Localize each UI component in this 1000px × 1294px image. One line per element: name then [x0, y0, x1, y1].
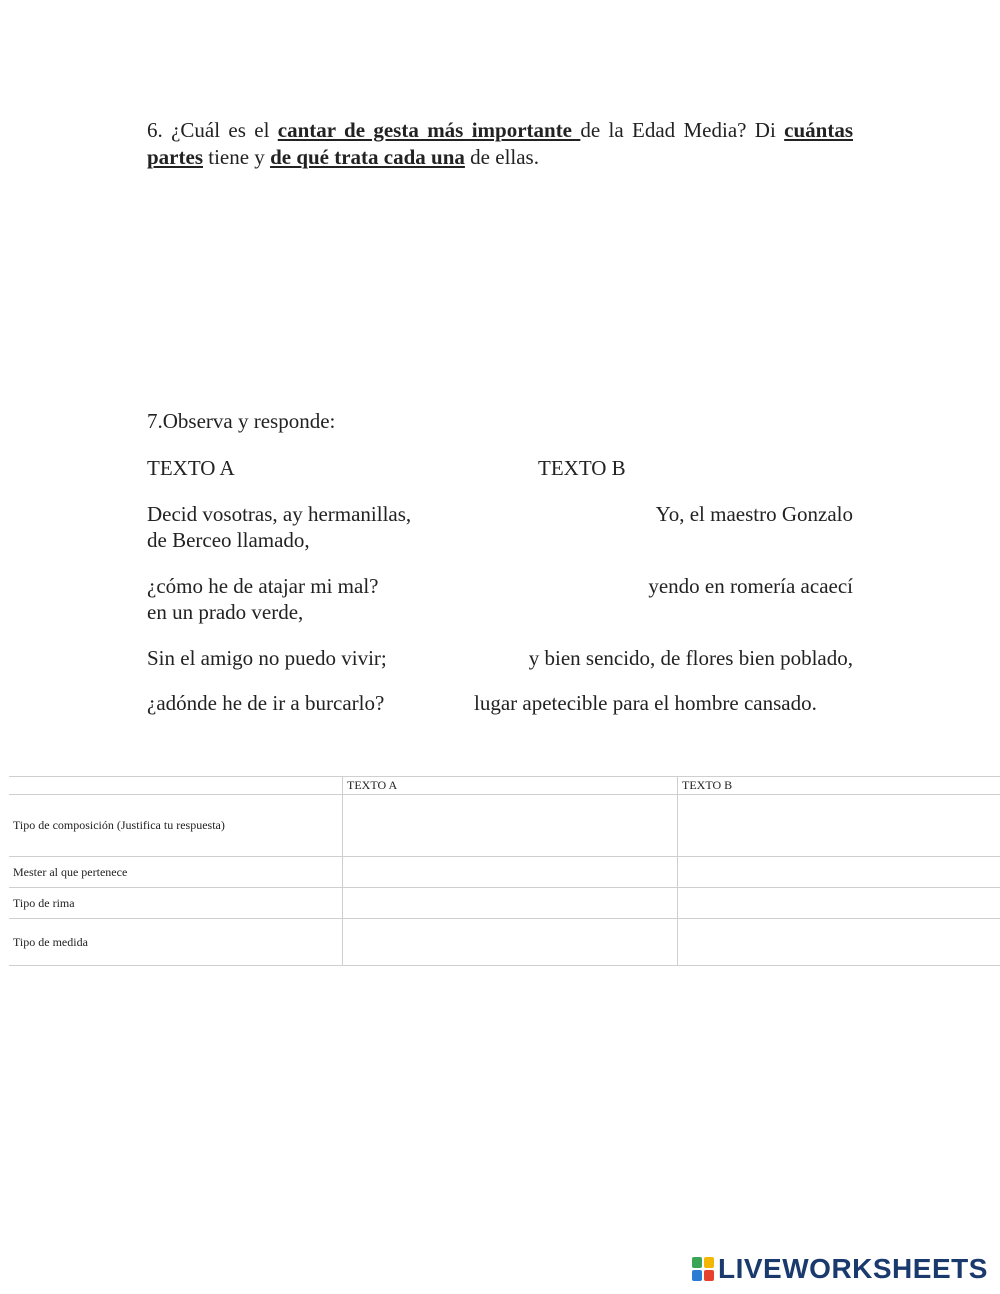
logo-square-yellow — [704, 1257, 714, 1268]
answer-cell[interactable] — [678, 888, 1000, 919]
texto-b-line: y bien sencido, de flores bien poblado, — [528, 646, 853, 670]
answer-cell[interactable] — [343, 795, 678, 857]
texto-a-line: ¿adónde he de ir a burcarlo? — [147, 691, 385, 715]
q6-emphasis-1: cantar de gesta más importante — [277, 118, 581, 142]
q6-text-4: de ellas. — [464, 145, 539, 169]
q6-emphasis-3: de qué trata cada una — [270, 145, 465, 169]
table-row — [9, 795, 1000, 857]
row-label: Tipo de rima — [9, 888, 343, 919]
table-header-cell: TEXTO B — [678, 777, 1000, 795]
table-row — [9, 919, 1000, 966]
texto-a-line: Decid vosotras, ay hermanillas, — [147, 502, 412, 526]
logo-square-blue — [692, 1270, 702, 1281]
logo-square-red — [704, 1270, 714, 1281]
table-row — [9, 857, 1000, 888]
question-6 — [147, 117, 853, 171]
answer-table — [9, 776, 1000, 966]
texto-b-heading: TEXTO B — [538, 456, 626, 480]
table-row — [9, 888, 1000, 919]
row-label: Tipo de composición (Justifica tu respuesta) — [9, 795, 343, 857]
q6-text-3: tiene y — [203, 145, 271, 169]
texto-a-line: ¿cómo he de atajar mi mal? — [147, 574, 379, 598]
liveworksheets-logo-icon — [692, 1257, 714, 1281]
answer-cell[interactable] — [343, 888, 678, 919]
texto-a-line: de Berceo llamado, — [147, 528, 310, 552]
texto-b-line: yendo en romería acaecí — [648, 574, 853, 598]
row-label: Tipo de medida — [9, 919, 343, 966]
liveworksheets-wordmark: LIVEWORKSHEETS — [718, 1253, 988, 1284]
table-header-cell — [9, 777, 343, 795]
table-header-row — [9, 777, 1000, 795]
q6-text-1: 6. ¿Cuál es el — [147, 118, 278, 142]
logo-square-green — [692, 1257, 702, 1268]
answer-cell[interactable] — [678, 795, 1000, 857]
row-label: Mester al que pertenece — [9, 857, 343, 888]
answer-cell[interactable] — [678, 857, 1000, 888]
texto-a-heading: TEXTO A — [147, 456, 235, 480]
liveworksheets-logo — [692, 1254, 988, 1284]
q6-emphasis-2: cuántas partes — [147, 118, 854, 169]
question-7-title: 7.Observa y responde: — [147, 409, 336, 433]
table-header-cell: TEXTO A — [343, 777, 678, 795]
texto-b-line: lugar apetecible para el hombre cansado. — [474, 691, 817, 715]
answer-cell[interactable] — [343, 919, 678, 966]
q6-text-2: de la Edad Media? Di — [580, 118, 785, 142]
texto-a-line: en un prado verde, — [147, 600, 304, 624]
texto-a-line: Sin el amigo no puedo vivir; — [147, 646, 387, 670]
answer-cell[interactable] — [343, 857, 678, 888]
answer-cell[interactable] — [678, 919, 1000, 966]
texto-b-line: Yo, el maestro Gonzalo — [655, 502, 853, 526]
